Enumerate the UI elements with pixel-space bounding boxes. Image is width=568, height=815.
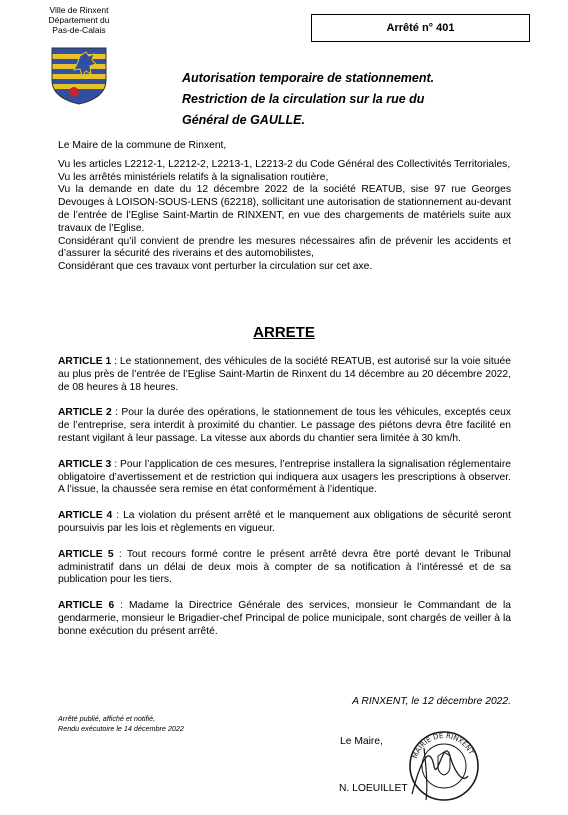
article: ARTICLE 2 : Pour la durée des opérations, le stationnement de tous les véhicules, exceptés ceux de l’entreprise, sera interdit à proximité du chantier. Le passage des piétons devra être facilité en restant vigilant à leur passage. La vitesse aux abords du chantier sera limitée à 30 km/h. [58, 407, 511, 444]
article-text: Pour l’application de ces mesures, l’entreprise installera la signalisation réglementaire obligatoire d’avertissement et de restriction qui indiquera aux usagers les prescriptions à observer. A l’issue, la chaussée sera remise en état conformément à l’identique. [58, 458, 511, 496]
mayor-title: Le Maire, [340, 736, 383, 747]
arrete-number-box [311, 14, 530, 42]
considerants [58, 140, 511, 274]
considerant-line: Le Maire de la commune de Rinxent, [58, 140, 227, 151]
subject-title [182, 68, 512, 131]
subject-line: Restriction de la circulation sur la rue du [182, 92, 425, 106]
article: ARTICLE 3 : Pour l’application de ces mesures, l’entreprise installera la signalisation réglementaire obligatoire d’avertissement et de restriction qui indiquera aux usagers les prescriptions à observer. A l’issue, la chaussée sera remise en état conformément à l’identique. [58, 458, 511, 496]
article: ARTICLE 4 : La violation du présent arrêté et le manquement aux obligations de sécurité seront poursuivis par les lois et règlements en vigueur. [58, 510, 511, 534]
article-text: Pour la durée des opérations, le stationnement de tous les véhicules, exceptés ceux de l’entreprise, sera interdit à proximité du chantier. Le passage des piétons devra être facilité en restant vigilant à leur passage. La vitesse aux abords du chantier sera limitée à 30 km/h. [58, 407, 511, 444]
considerant-line: Vu la demande en date du 12 décembre 2022 de la société REATUB, sise 97 rue Georges Devouges à LOISON-SOUS-LENS (62218), sollicitant une autorisation de stationnement au-devant de l’entrée de l’Eglise Saint-Martin de RINXENT, en vue des chargements de matériels suite aux travaux de l’Eglise. [58, 184, 511, 234]
article-label: ARTICLE 2 [58, 407, 112, 419]
mayor-stamp-icon [404, 726, 484, 806]
publication-note-line: Rendu exécutoire le 14 décembre 2022 [58, 724, 184, 733]
article: ARTICLE 5 : Tout recours formé contre le présent arrêté devra être porté devant le Tribunal administratif dans un délai de deux mois à compter de sa notification à l’intéressé et de sa publication pour les tiers. [58, 548, 511, 586]
article: ARTICLE 1 : Le stationnement, des véhicules de la société REATUB, est autorisé sur la voie située au plus près de l’entrée de l’Eglise Saint-Martin de Rinxent du 14 décembre au 20 décembre 2022, de 08 heures à 18 heures. [58, 356, 511, 393]
publication-note [58, 714, 184, 734]
article: ARTICLE 6 : Madame la Directrice Générale des services, monsieur le Commandant de la gendarmerie, monsieur le Brigadier-chef Principal de police municipale, sont chargés de veiller à la bonne exécution du présent arrêté. [58, 600, 511, 637]
considerant-line: Considérant que ces travaux vont perturber la circulation sur cet axe. [58, 261, 373, 273]
article-text: Le stationnement, des véhicules de la société REATUB, est autorisé sur la voie située au plus près de l’entrée de l’Eglise Saint-Martin de Rinxent du 14 décembre au 20 décembre 2022, de 08 heures à 18 heures. [58, 356, 511, 393]
publication-note-line: Arrêté publié, affiché et notifié, [58, 714, 156, 723]
commune-line: Pas-de-Calais [52, 25, 106, 35]
signature-date: A RINXENT, le 12 décembre 2022. [352, 696, 511, 707]
arrete-heading: ARRETE [253, 324, 315, 341]
articles [58, 356, 511, 652]
considerant-line: Vu les arrêtés ministériels relatifs à la signalisation routière, [58, 171, 329, 183]
article-label: ARTICLE 3 [58, 458, 112, 470]
subject-line: Autorisation temporaire de stationnement. [182, 71, 435, 85]
coat-of-arms-icon [50, 46, 108, 106]
considerant-line: Vu les articles L2212-1, L2212-2, L2213-1, L2213-2 du Code Général des Collectivités Territoriales, [58, 158, 511, 170]
article-text: Madame la Directrice Générale des services, monsieur le Commandant de la gendarmerie, monsieur le Brigadier-chef Principal de police municipale, sont chargés de veiller à la bonne exécution du présent arrêté. [58, 600, 511, 637]
arrete-number: Arrêté n° 401 [386, 22, 455, 34]
stamp-text: MAIRIE DE RINXENT [411, 731, 476, 760]
article-label: ARTICLE 4 [58, 510, 113, 522]
mayor-name: N. LOEUILLET [339, 783, 408, 794]
article-label: ARTICLE 1 [58, 356, 112, 367]
commune-header [44, 5, 114, 35]
article-text: La violation du présent arrêté et le manquement aux obligations de sécurité seront poursuivis par les lois et règlements en vigueur. [58, 510, 511, 534]
article-text: Tout recours formé contre le présent arrêté devra être porté devant le Tribunal administratif dans un délai de deux mois à compter de sa notification à l’intéressé et de sa publication pour les tiers. [58, 548, 511, 586]
article-label: ARTICLE 5 [58, 548, 114, 560]
commune-line: Département du [48, 15, 110, 25]
commune-line: Ville de Rinxent [49, 5, 109, 15]
subject-line: Général de GAULLE. [182, 113, 305, 127]
considerant-line: Considérant qu’il convient de prendre les mesures nécessaires afin de prévenir les accidents et d’assurer la sécurité des riverains et des automobilistes, [58, 235, 511, 260]
article-label: ARTICLE 6 [58, 600, 115, 612]
